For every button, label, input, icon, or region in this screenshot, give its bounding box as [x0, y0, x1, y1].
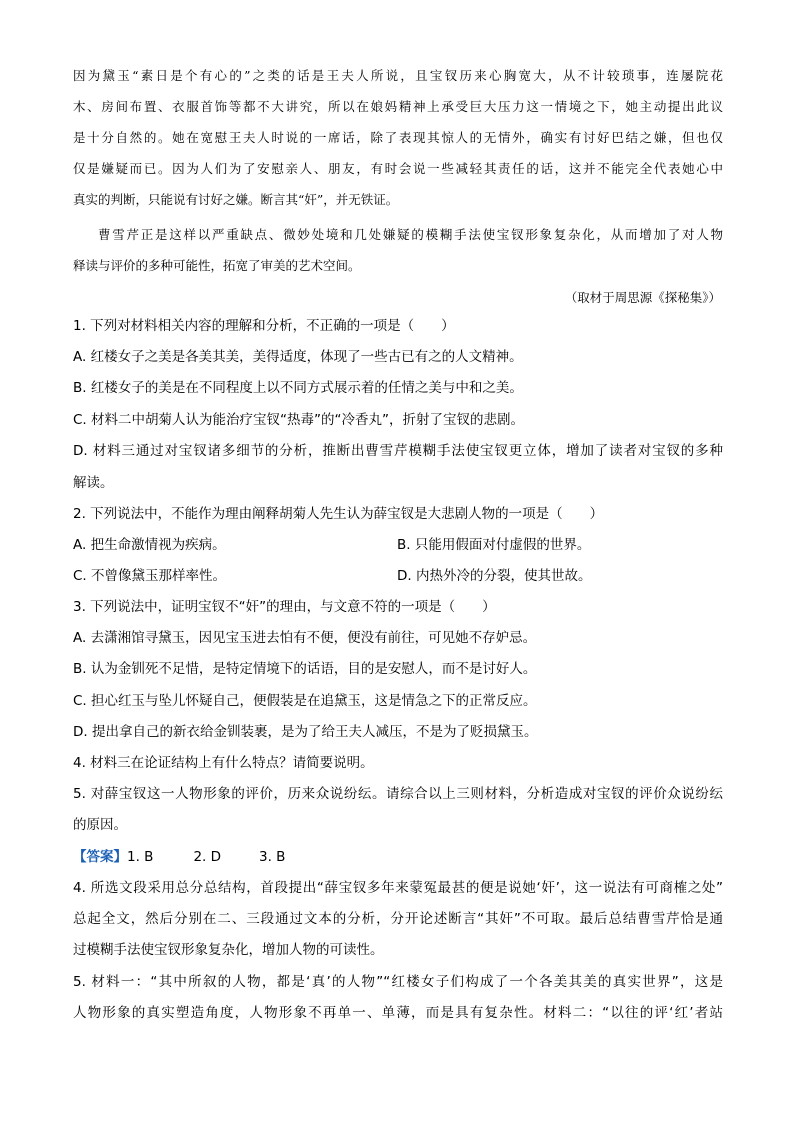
- material-paragraph-1: [73, 60, 723, 215]
- explanation-line: 总起全文，然后分别在二、三段通过文本的分析，分开论述断言“其奸”不可取。最后总结曹雪芹恰是通: [73, 911, 723, 927]
- option-d: D. 提出拿自己的新衣给金钏装裹，是为了给王夫人减压，不是为了贬损黛玉。: [73, 724, 538, 740]
- option-b: B. 只能用假面对付虚假的世界。: [397, 537, 591, 553]
- option-c: C. 材料二中胡菊人认为能治疗宝钗“热毒”的“冷香丸”，折射了宝钗的悲剧。: [73, 412, 524, 428]
- option-a: A. 红楼女子之美是各美其美，美得适度，体现了一些古已有之的人文精神。: [73, 349, 523, 365]
- option-c: C. 担心红玉与坠儿怀疑自己，便假装是在追黛玉，这是情急之下的正常反应。: [73, 693, 537, 709]
- option-d: D. 材料三通过对宝钗诸多细节的分析，推断出曹雪芹模糊手法使宝钗更立体，增加了读者对宝钗的多种: [73, 443, 723, 459]
- question-stem: 4. 材料三在论证结构上有什么特点？请简要说明。: [73, 755, 374, 771]
- question-stem: 2. 下列说法中，不能作为理由阐释胡菊人先生认为薛宝钗是大悲剧人物的一项是（ ）: [73, 506, 604, 522]
- material-paragraph-2: [73, 219, 723, 281]
- text-line: 因为黛玉“素日是个有心的”之类的话是王夫人所说，且宝钗历来心胸宽大，从不计较琐事，连屡院花: [73, 68, 723, 83]
- question-stem: 1. 下列对材料相关内容的理解和分析，不正确的一项是（ ）: [73, 318, 455, 334]
- source-citation: （取材于周思源《探秘集》）: [564, 290, 721, 305]
- option-d: D. 内热外冷的分裂，使其世故。: [397, 568, 592, 584]
- option-a: A. 去潇湘馆寻黛玉，因见宝玉进去怕有不便，便没有前往，可见她不存妒忌。: [73, 630, 537, 646]
- answer-tag: 【答案】: [73, 849, 127, 865]
- answer-line: [73, 842, 285, 873]
- explanation-line: 人物形象的真实塑造角度，人物形象不再单一、单薄，而是具有复杂性。材料二：“以往的评‘红’者站: [73, 1005, 723, 1021]
- question-stem: 3. 下列说法中，证明宝钗不“奸”的理由，与文意不符的一项是（ ）: [73, 599, 496, 615]
- text-line: 曹雪芹正是这样以严重缺点、微妙处境和几处嫌疑的模糊手法使宝钗形象复杂化，从而增加了对人物: [98, 227, 723, 242]
- text-line: 木、房间布置、衣服首饰等都不大讲究，所以在娘妈精神上承受巨大压力这一情境之下，她主动提出此议: [73, 99, 723, 114]
- option-b: B. 认为金钏死不足惜，是特定情境下的话语，目的是安慰人，而不是讨好人。: [73, 661, 537, 677]
- text-line: 真实的判断，只能说有讨好之嫌。断言其“奸”，并无铁证。: [73, 192, 399, 207]
- answer-3: 3. B: [259, 849, 286, 865]
- text-line: 释读与评价的多种可能性，拓宽了审美的艺术空间。: [73, 258, 361, 273]
- question-stem-continued: 的原因。: [73, 817, 127, 833]
- question-stem: 5. 对薛宝钗这一人物形象的评价，历来众说纷纭。请综合以上三则材料，分析造成对宝钗的评价众说纷纭: [73, 786, 723, 802]
- text-line: 是十分自然的。她在宽慰王夫人时说的一席话，除了表现其惊人的无情外，确实有讨好巴结之嫌，但也仅: [73, 130, 723, 145]
- text-line: 仅是嫌疑而已。因为人们为了安慰亲人、朋友，有时会说一些减轻其责任的话，这并不能完全代表她心中: [73, 161, 723, 176]
- explanation-line: 过模糊手法使宝钗形象复杂化，增加人物的可读性。: [73, 942, 384, 958]
- answer-1: 1. B: [127, 849, 154, 865]
- option-d-continued: 解读。: [73, 475, 114, 491]
- explanation-line: 5. 材料一：“其中所叙的人物，都是‘真’的人物”“红楼女子们构成了一个各美其美的真实世界”，这是: [73, 974, 723, 990]
- option-b: B. 红楼女子的美是在不同程度上以不同方式展示着的任情之美与中和之美。: [73, 380, 523, 396]
- option-a: A. 把生命激情视为疾病。: [73, 537, 226, 553]
- answer-2: 2. D: [193, 849, 222, 865]
- option-c: C. 不曾像黛玉那样率性。: [73, 568, 227, 584]
- explanation-line: 4. 所选文段采用总分总结构，首段提出“薛宝钗多年来蒙冤最甚的便是说她‘奸’，这一说法有可商榷之处”: [73, 880, 723, 896]
